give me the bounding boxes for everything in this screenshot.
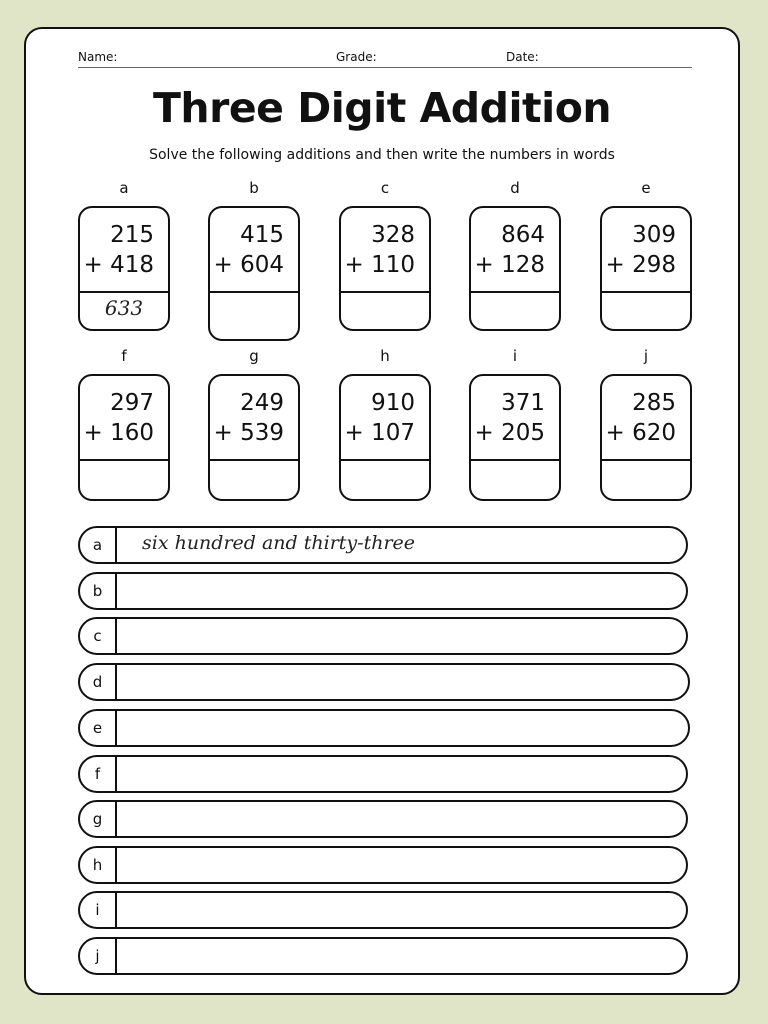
- addend-top: 309: [632, 222, 676, 248]
- sum-line: [602, 291, 690, 293]
- name-label: Name:: [78, 50, 118, 64]
- problem-label: d: [510, 179, 520, 197]
- problem-box: [208, 374, 300, 501]
- word-row-label: d: [80, 665, 117, 699]
- addend-top: 285: [632, 390, 676, 416]
- addend-top: 371: [501, 390, 545, 416]
- word-row-label: e: [80, 711, 117, 745]
- instructions: Solve the following additions and then write the numbers in words: [149, 147, 615, 163]
- problem-box: [208, 206, 300, 341]
- word-answer-row: [78, 617, 688, 655]
- problem-box: [339, 374, 431, 501]
- word-answer-row: [78, 846, 688, 884]
- word-answer-field[interactable]: six hundred and thirty-three: [142, 532, 416, 554]
- problem-box: [469, 206, 561, 331]
- problem-label: c: [380, 179, 390, 197]
- page-title: Three Digit Addition: [152, 84, 612, 132]
- addend-bottom: + 298: [605, 252, 676, 278]
- problem-label: b: [249, 179, 259, 197]
- word-answer-row: [78, 800, 688, 838]
- problem-box: [469, 374, 561, 501]
- worksheet: [24, 27, 740, 995]
- word-answer-row: [78, 755, 688, 793]
- sum-line: [341, 459, 429, 461]
- word-answer-row: [78, 663, 690, 701]
- problem-box: [78, 374, 170, 501]
- date-label: Date:: [506, 50, 539, 64]
- word-row-label: g: [80, 802, 117, 836]
- problem-box: [600, 374, 692, 501]
- problem-label: f: [121, 347, 127, 365]
- addend-bottom: + 128: [474, 252, 545, 278]
- problem-label: a: [119, 179, 129, 197]
- problem-label: e: [641, 179, 651, 197]
- word-row-label: j: [80, 939, 117, 973]
- problem-box: [600, 206, 692, 331]
- sum-line: [602, 459, 690, 461]
- header-line: [78, 67, 692, 68]
- word-row-label: i: [80, 893, 117, 927]
- addend-bottom: + 160: [83, 420, 154, 446]
- addend-bottom: + 604: [213, 252, 284, 278]
- addend-bottom: + 205: [474, 420, 545, 446]
- problem-label: g: [249, 347, 259, 365]
- sum-line: [210, 291, 298, 293]
- word-answer-row: [78, 891, 688, 929]
- problem-box: [339, 206, 431, 331]
- word-answer-row: [78, 526, 688, 564]
- sum-line: [80, 459, 168, 461]
- addend-top: 864: [501, 222, 545, 248]
- sum-line: [80, 291, 168, 293]
- sum-line: [471, 291, 559, 293]
- addend-top: 297: [110, 390, 154, 416]
- problem-label: h: [380, 347, 390, 365]
- addend-top: 910: [371, 390, 415, 416]
- word-row-label: c: [80, 619, 117, 653]
- word-answer-row: [78, 572, 688, 610]
- word-row-label: h: [80, 848, 117, 882]
- word-row-label: b: [80, 574, 117, 608]
- problem-label: j: [643, 347, 649, 365]
- answer-field[interactable]: 633: [104, 296, 144, 320]
- sum-line: [210, 459, 298, 461]
- addend-top: 215: [110, 222, 154, 248]
- word-row-label: f: [80, 757, 117, 791]
- addend-bottom: + 620: [605, 420, 676, 446]
- problem-label: i: [512, 347, 518, 365]
- addend-bottom: + 107: [344, 420, 415, 446]
- sum-line: [341, 291, 429, 293]
- addend-bottom: + 110: [344, 252, 415, 278]
- sum-line: [471, 459, 559, 461]
- problem-box: [78, 206, 170, 331]
- grade-label: Grade:: [336, 50, 377, 64]
- word-row-label: a: [80, 528, 117, 562]
- addend-top: 415: [240, 222, 284, 248]
- word-answer-row: [78, 709, 690, 747]
- word-answer-row: [78, 937, 688, 975]
- addend-top: 328: [371, 222, 415, 248]
- addend-top: 249: [240, 390, 284, 416]
- addend-bottom: + 539: [213, 420, 284, 446]
- addend-bottom: + 418: [83, 252, 154, 278]
